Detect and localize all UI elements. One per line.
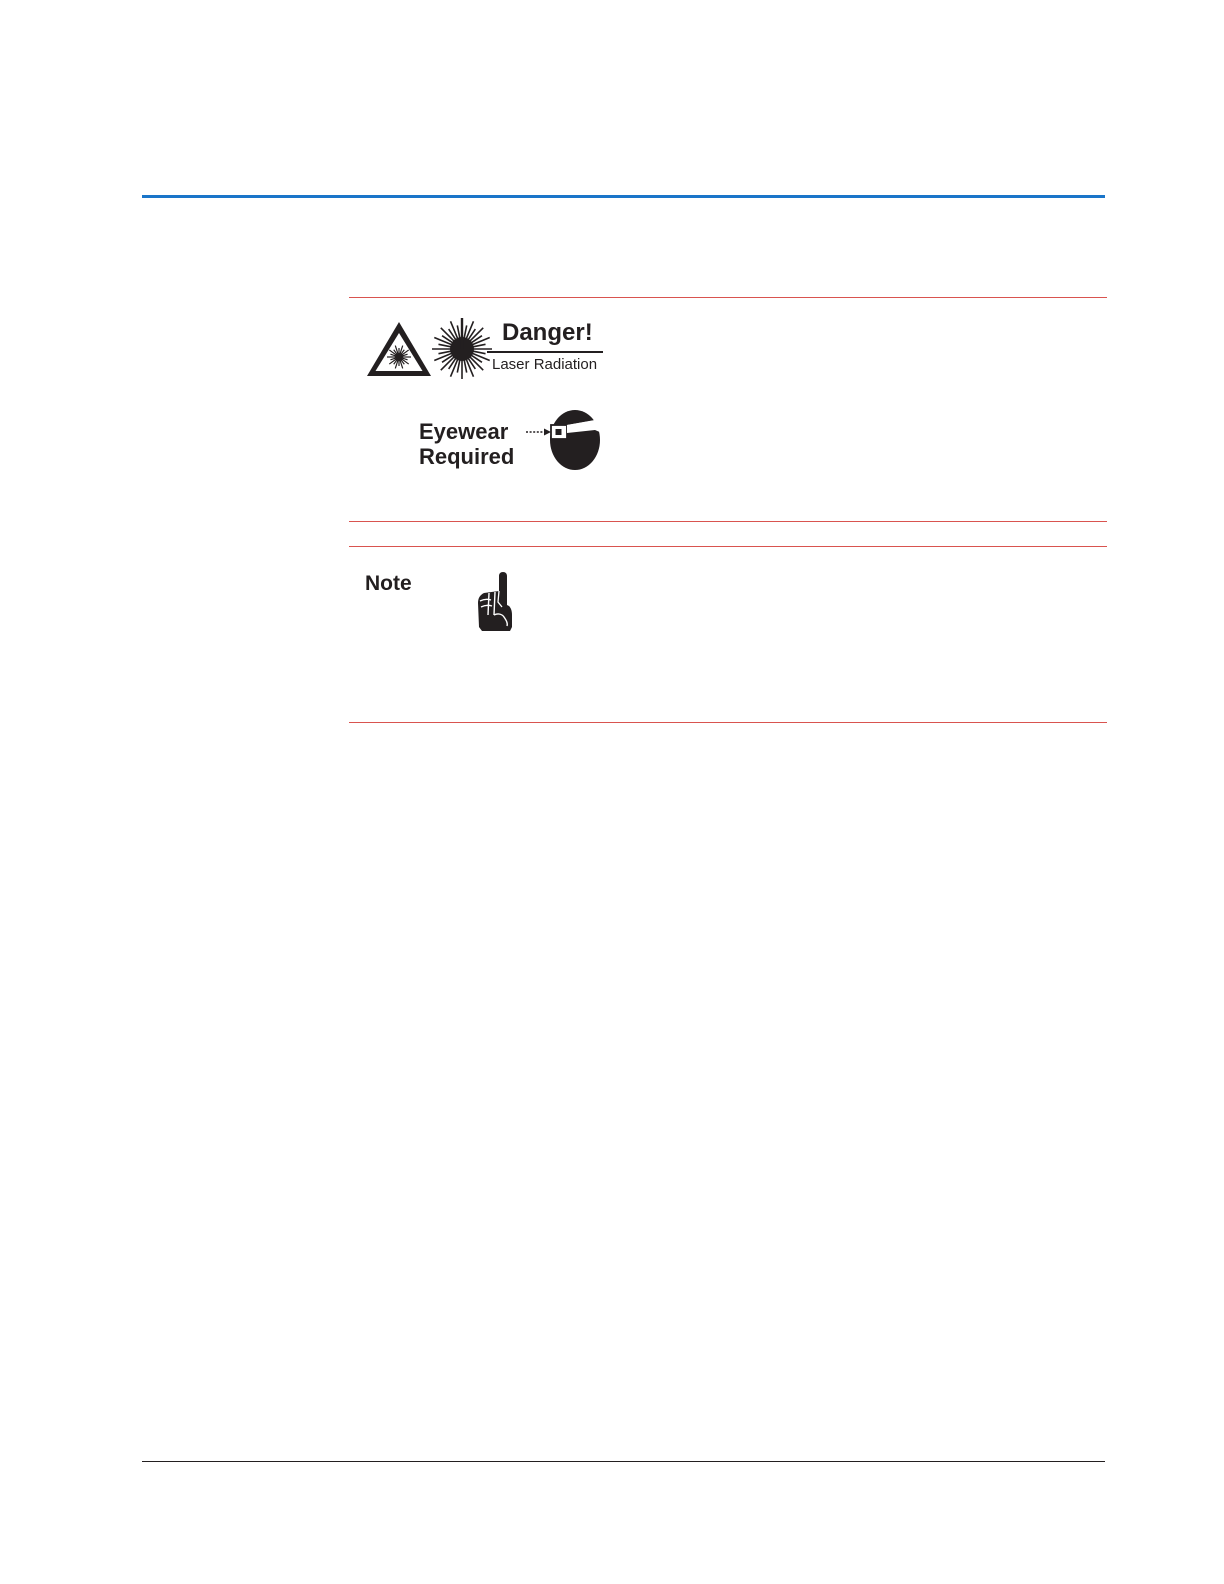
danger-title-underline <box>487 351 603 353</box>
laser-warning-triangle-icon <box>364 319 434 379</box>
footer-rule <box>142 1461 1105 1462</box>
note-label: Note <box>365 572 412 595</box>
note-top-rule <box>349 546 1107 547</box>
laser-burst-icon <box>431 318 493 380</box>
note-bottom-rule <box>349 722 1107 723</box>
eyewear-line-2: Required <box>419 444 515 469</box>
eyewear-required-label <box>419 419 514 469</box>
eyewear-line-1: Eyewear <box>419 419 509 444</box>
danger-bottom-rule <box>349 521 1107 522</box>
eyewear-head-icon <box>524 405 604 473</box>
danger-top-rule <box>349 297 1107 298</box>
pointing-hand-icon <box>474 569 518 633</box>
danger-subtitle: Laser Radiation <box>492 356 598 373</box>
danger-title: Danger! <box>502 319 593 346</box>
header-rule <box>142 195 1105 198</box>
